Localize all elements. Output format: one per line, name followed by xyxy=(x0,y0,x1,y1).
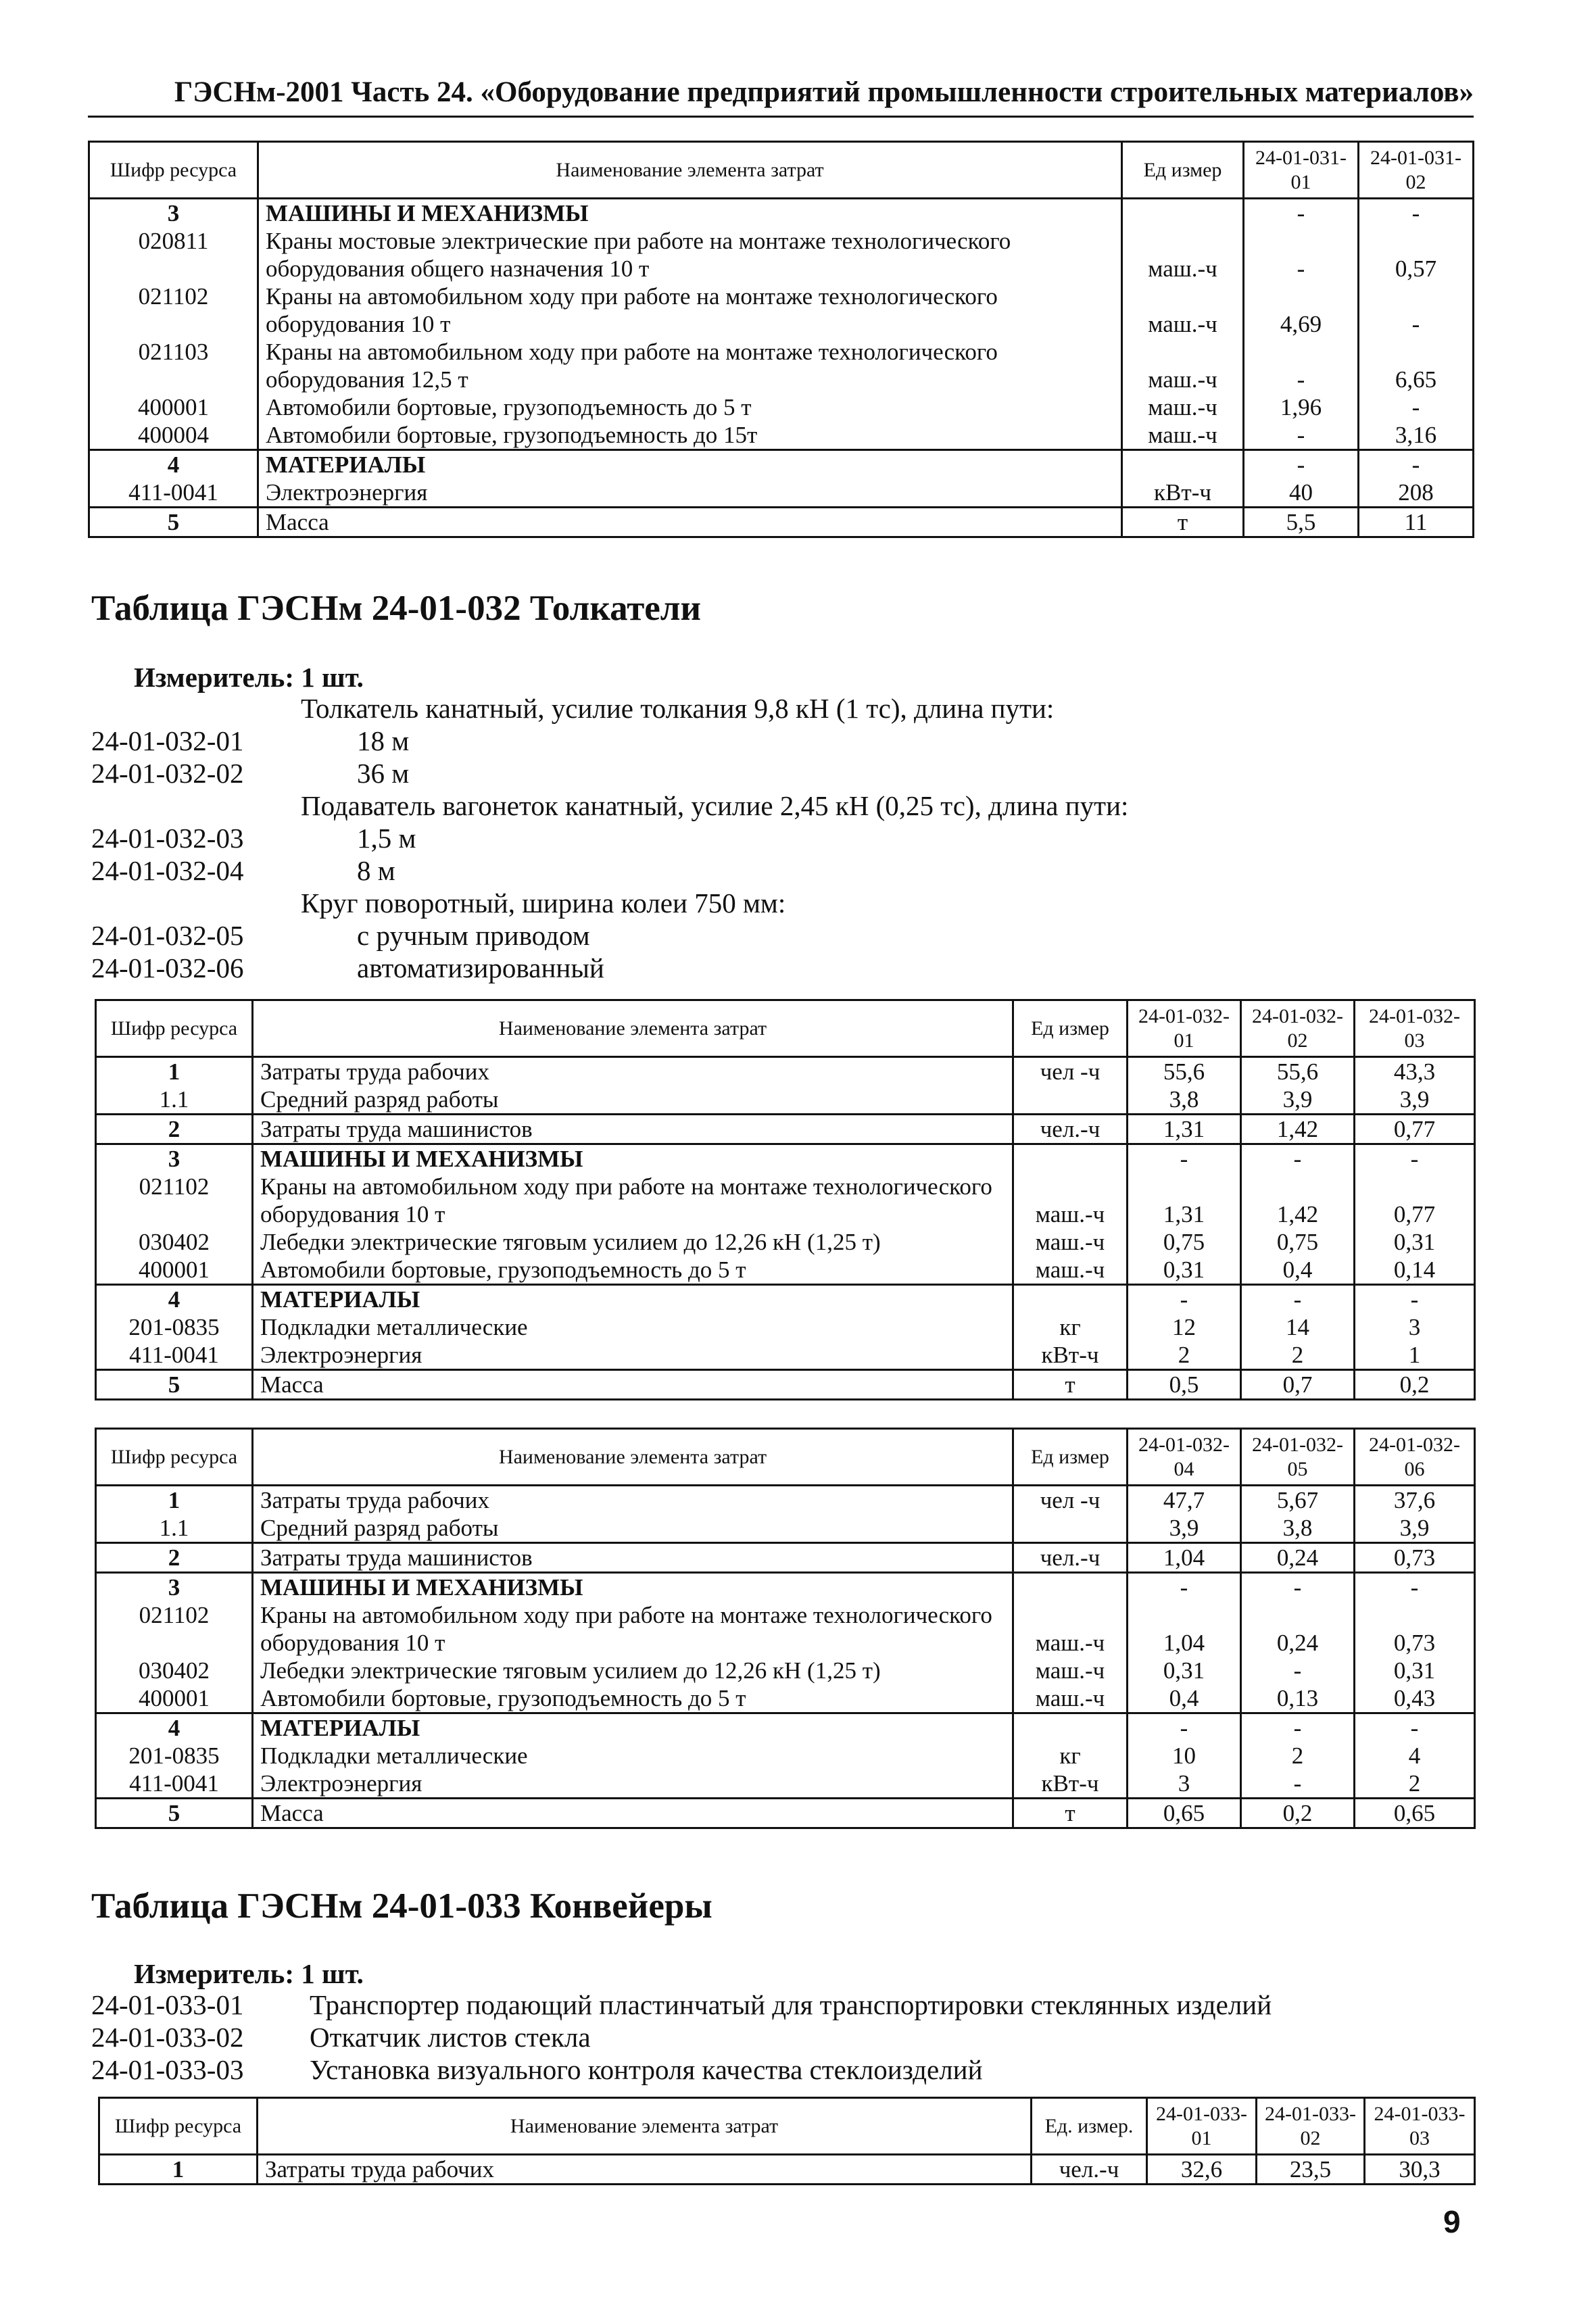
resource-code: 1 xyxy=(96,1486,253,1515)
norm-value: 0,14 xyxy=(1355,1256,1475,1285)
table-row xyxy=(96,1256,1475,1285)
norm-group-description: Круг поворотный, ширина колеи 750 мм: xyxy=(301,887,786,919)
norm-description: Откатчик листов стекла xyxy=(310,2022,591,2053)
resource-code: 1.1 xyxy=(96,1514,253,1543)
col-header-unit: Ед измер xyxy=(1013,1000,1128,1057)
resource-name: Затраты труда рабочих xyxy=(253,1057,1013,1086)
norm-value: 0,75 xyxy=(1128,1228,1241,1256)
resource-name: Автомобили бортовые, грузоподъемность до 15т xyxy=(258,421,1122,450)
resource-name: Автомобили бортовые, грузоподъемность до 5 т xyxy=(253,1256,1013,1285)
col-header-unit: Ед. измер. xyxy=(1032,2098,1147,2155)
table-row xyxy=(96,1514,1475,1543)
resource-name: Средний разряд работы xyxy=(253,1086,1013,1115)
norm-value: 0,2 xyxy=(1241,1799,1355,1828)
norm-value: 0,24 xyxy=(1241,1601,1355,1657)
resource-unit xyxy=(1013,1713,1128,1743)
norm-value: 2 xyxy=(1355,1770,1475,1799)
norm-value: 23,5 xyxy=(1257,2155,1365,2185)
norm-description: Транспортер подающий пластинчатый для транспортировки стеклянных изделий xyxy=(310,1989,1272,2020)
col-header-unit: Ед измер xyxy=(1013,1429,1128,1486)
resource-unit: маш.-ч xyxy=(1122,393,1244,421)
table-row xyxy=(96,1057,1475,1086)
resource-code: 5 xyxy=(96,1370,253,1400)
resource-code: 021102 xyxy=(96,1601,253,1657)
norm-value: - xyxy=(1244,199,1359,228)
norm-value: 43,3 xyxy=(1355,1057,1475,1086)
table-row xyxy=(89,393,1474,421)
resource-name: Автомобили бортовые, грузоподъемность до 5 т xyxy=(258,393,1122,421)
col-header-norm: 24-01-032-01 xyxy=(1128,1000,1241,1057)
resource-code: 021102 xyxy=(89,283,258,338)
table-row xyxy=(96,1713,1475,1743)
col-header-code: Шифр ресурса xyxy=(89,142,258,199)
norm-value: 3,9 xyxy=(1355,1086,1475,1115)
norm-value: 0,43 xyxy=(1355,1684,1475,1713)
resource-unit: кВт-ч xyxy=(1122,479,1244,508)
resource-code: 3 xyxy=(96,1144,253,1173)
resource-name: Масса xyxy=(253,1799,1013,1828)
resource-unit: чел.-ч xyxy=(1013,1543,1128,1573)
resource-code: 030402 xyxy=(96,1228,253,1256)
resource-unit: т xyxy=(1013,1370,1128,1400)
norm-value: 55,6 xyxy=(1128,1057,1241,1086)
resource-name: Краны на автомобильном ходу при работе на монтаже технологического оборудования 10 т xyxy=(258,283,1122,338)
resource-code: 1.1 xyxy=(96,1086,253,1115)
norm-value: 0,57 xyxy=(1359,227,1474,283)
col-header-code: Шифр ресурса xyxy=(96,1429,253,1486)
norm-value: - xyxy=(1241,1573,1355,1602)
resource-unit xyxy=(1013,1144,1128,1173)
norm-value: 3,8 xyxy=(1241,1514,1355,1543)
resource-code: 021102 xyxy=(96,1173,253,1228)
norm-value: 0,31 xyxy=(1355,1657,1475,1684)
resource-unit: кг xyxy=(1013,1742,1128,1770)
resource-table-031 xyxy=(88,141,1474,538)
norm-value: 0,7 xyxy=(1241,1370,1355,1400)
norm-value: - xyxy=(1241,1770,1355,1799)
norm-value: 1,04 xyxy=(1128,1543,1241,1573)
norm-value: 1,42 xyxy=(1241,1173,1355,1228)
norm-code: 24-01-032-02 xyxy=(91,758,244,789)
norm-value: 3,9 xyxy=(1241,1086,1355,1115)
table-row xyxy=(99,2155,1475,2185)
norm-value: - xyxy=(1244,227,1359,283)
norm-value: - xyxy=(1355,1144,1475,1173)
norm-value: - xyxy=(1244,421,1359,450)
resource-unit xyxy=(1013,1086,1128,1115)
norm-value: 40 xyxy=(1244,479,1359,508)
norm-value: - xyxy=(1128,1285,1241,1314)
col-header-name: Наименование элемента затрат xyxy=(258,2098,1032,2155)
norm-description: автоматизированный xyxy=(357,952,604,983)
col-header-name: Наименование элемента затрат xyxy=(258,142,1122,199)
table-row xyxy=(96,1573,1475,1602)
norm-value: 1,04 xyxy=(1128,1601,1241,1657)
norm-value: 0,75 xyxy=(1241,1228,1355,1256)
table-row xyxy=(96,1370,1475,1400)
resource-code: 3 xyxy=(89,199,258,228)
norm-value: 0,4 xyxy=(1241,1256,1355,1285)
table-row xyxy=(96,1285,1475,1314)
norm-value: 0,31 xyxy=(1355,1228,1475,1256)
measure-value: 1 шт. xyxy=(301,1958,364,1989)
section-title-032: Таблица ГЭСНм 24-01-032 Толкатели xyxy=(91,589,702,628)
norm-description: 1,5 м xyxy=(357,823,416,854)
table-row xyxy=(96,1799,1475,1828)
norm-value: 0,13 xyxy=(1241,1684,1355,1713)
norm-value: 6,65 xyxy=(1359,338,1474,393)
norm-value: 1,31 xyxy=(1128,1173,1241,1228)
norm-value: - xyxy=(1355,1713,1475,1743)
norm-value: 2 xyxy=(1241,1742,1355,1770)
table-row xyxy=(89,421,1474,450)
resource-unit: чел -ч xyxy=(1013,1486,1128,1515)
col-header-code: Шифр ресурса xyxy=(99,2098,258,2155)
norm-value: 5,5 xyxy=(1244,508,1359,537)
resource-name: Затраты труда рабочих xyxy=(253,1486,1013,1515)
resource-code: 201-0835 xyxy=(96,1742,253,1770)
col-header-norm: 24-01-031-01 xyxy=(1244,142,1359,199)
resource-code: 1 xyxy=(96,1057,253,1086)
norm-value: 0,5 xyxy=(1128,1370,1241,1400)
norm-code: 24-01-033-03 xyxy=(91,2054,244,2085)
resource-unit: маш.-ч xyxy=(1013,1256,1128,1285)
table-row xyxy=(96,1228,1475,1256)
norm-value: 0,24 xyxy=(1241,1543,1355,1573)
norm-value: 0,4 xyxy=(1128,1684,1241,1713)
table-row xyxy=(89,283,1474,338)
resource-name: Краны на автомобильном ходу при работе на монтаже технологического оборудования 12,5 т xyxy=(258,338,1122,393)
resource-unit xyxy=(1013,1285,1128,1314)
resource-table-032-b xyxy=(95,1428,1476,1829)
norm-value: 2 xyxy=(1241,1341,1355,1370)
norm-value: - xyxy=(1241,1713,1355,1743)
table-row xyxy=(96,1601,1475,1657)
resource-code: 400001 xyxy=(96,1256,253,1285)
norm-value: 3,16 xyxy=(1359,421,1474,450)
measure-label: Измеритель: xyxy=(134,1958,295,1989)
measure-line-032 xyxy=(134,661,364,693)
norm-description: 8 м xyxy=(357,855,395,886)
norm-value: 4,69 xyxy=(1244,283,1359,338)
col-header-norm: 24-01-033-01 xyxy=(1147,2098,1257,2155)
norm-value: - xyxy=(1359,393,1474,421)
norm-code: 24-01-033-02 xyxy=(91,2022,244,2053)
resource-code: 400004 xyxy=(89,421,258,450)
norm-value: - xyxy=(1128,1713,1241,1743)
resource-code: 2 xyxy=(96,1115,253,1144)
norm-code: 24-01-033-01 xyxy=(91,1989,244,2020)
norm-value: 0,31 xyxy=(1128,1657,1241,1684)
resource-unit: кВт-ч xyxy=(1013,1770,1128,1799)
norm-value: - xyxy=(1241,1144,1355,1173)
norm-value: 1,42 xyxy=(1241,1115,1355,1144)
resource-code: 021103 xyxy=(89,338,258,393)
norm-value: 12 xyxy=(1128,1313,1241,1341)
resource-code: 201-0835 xyxy=(96,1313,253,1341)
table-row xyxy=(96,1115,1475,1144)
resource-code: 5 xyxy=(89,508,258,537)
norm-group-description: Толкатель канатный, усилие толкания 9,8 кН (1 тс), длина пути: xyxy=(301,693,1055,724)
resource-code: 020811 xyxy=(89,227,258,283)
resource-unit: маш.-ч xyxy=(1013,1601,1128,1657)
col-header-code: Шифр ресурса xyxy=(96,1000,253,1057)
resource-name: Затраты труда рабочих xyxy=(258,2155,1032,2185)
norm-value: - xyxy=(1359,283,1474,338)
norm-group-description: Подаватель вагонеток канатный, усилие 2,45 кН (0,25 тс), длина пути: xyxy=(301,790,1129,821)
norm-description: с ручным приводом xyxy=(357,920,590,951)
col-header-norm: 24-01-031-02 xyxy=(1359,142,1474,199)
resource-unit xyxy=(1122,199,1244,228)
norm-code: 24-01-032-01 xyxy=(91,725,244,756)
norm-value: 10 xyxy=(1128,1742,1241,1770)
resource-name: МАШИНЫ И МЕХАНИЗМЫ xyxy=(253,1573,1013,1602)
table-row xyxy=(89,227,1474,283)
norm-value: 3 xyxy=(1128,1770,1241,1799)
norm-value: - xyxy=(1241,1657,1355,1684)
norm-description: 36 м xyxy=(357,758,410,789)
norm-value: 1,96 xyxy=(1244,393,1359,421)
resource-code: 3 xyxy=(96,1573,253,1602)
resource-name: Затраты труда машинистов xyxy=(253,1115,1013,1144)
resource-code: 411-0041 xyxy=(96,1770,253,1799)
resource-unit: чел.-ч xyxy=(1032,2155,1147,2185)
resource-code: 4 xyxy=(96,1285,253,1314)
measure-value: 1 шт. xyxy=(301,662,364,693)
resource-name: Подкладки металлические xyxy=(253,1742,1013,1770)
norm-value: 0,73 xyxy=(1355,1543,1475,1573)
resource-unit: т xyxy=(1122,508,1244,537)
resource-unit: маш.-ч xyxy=(1013,1173,1128,1228)
resource-name: МАТЕРИАЛЫ xyxy=(253,1713,1013,1743)
resource-unit: маш.-ч xyxy=(1013,1684,1128,1713)
col-header-norm: 24-01-032-05 xyxy=(1241,1429,1355,1486)
norm-value: 0,2 xyxy=(1355,1370,1475,1400)
norm-value: 3,8 xyxy=(1128,1086,1241,1115)
measure-line-033 xyxy=(134,1957,364,1990)
resource-unit: чел -ч xyxy=(1013,1057,1128,1086)
resource-name: Автомобили бортовые, грузоподъемность до 5 т xyxy=(253,1684,1013,1713)
norm-value: 0,31 xyxy=(1128,1256,1241,1285)
table-row xyxy=(89,338,1474,393)
resource-unit: маш.-ч xyxy=(1122,421,1244,450)
resource-name: МАШИНЫ И МЕХАНИЗМЫ xyxy=(258,199,1122,228)
col-header-unit: Ед измер xyxy=(1122,142,1244,199)
norm-value: 1 xyxy=(1355,1341,1475,1370)
table-row xyxy=(96,1770,1475,1799)
table-row xyxy=(96,1742,1475,1770)
resource-unit: маш.-ч xyxy=(1122,338,1244,393)
norm-code: 24-01-032-03 xyxy=(91,823,244,854)
norm-value: - xyxy=(1241,1285,1355,1314)
col-header-name: Наименование элемента затрат xyxy=(253,1429,1013,1486)
norm-description: 18 м xyxy=(357,725,410,756)
resource-code: 411-0041 xyxy=(96,1341,253,1370)
resource-code: 5 xyxy=(96,1799,253,1828)
norm-value: 0,65 xyxy=(1355,1799,1475,1828)
resource-name: МАШИНЫ И МЕХАНИЗМЫ xyxy=(253,1144,1013,1173)
table-row xyxy=(89,508,1474,537)
table-row xyxy=(96,1657,1475,1684)
resource-unit xyxy=(1013,1514,1128,1543)
norm-value: - xyxy=(1128,1573,1241,1602)
resource-code: 4 xyxy=(96,1713,253,1743)
resource-unit xyxy=(1122,450,1244,479)
norm-value: 2 xyxy=(1128,1341,1241,1370)
norm-value: 3 xyxy=(1355,1313,1475,1341)
resource-unit: кВт-ч xyxy=(1013,1341,1128,1370)
norm-description: Установка визуального контроля качества стеклоизделий xyxy=(310,2054,983,2085)
norm-value: 208 xyxy=(1359,479,1474,508)
norm-value: 0,77 xyxy=(1355,1115,1475,1144)
resource-unit: чел.-ч xyxy=(1013,1115,1128,1144)
norm-value: 0,77 xyxy=(1355,1173,1475,1228)
resource-name: Электроэнергия xyxy=(253,1770,1013,1799)
resource-name: Масса xyxy=(258,508,1122,537)
resource-name: Электроэнергия xyxy=(258,479,1122,508)
resource-code: 2 xyxy=(96,1543,253,1573)
table-row xyxy=(89,450,1474,479)
norm-value: 0,73 xyxy=(1355,1601,1475,1657)
norm-value: - xyxy=(1359,450,1474,479)
resource-name: Лебедки электрические тяговым усилием до 12,26 кН (1,25 т) xyxy=(253,1228,1013,1256)
table-row xyxy=(96,1543,1475,1573)
col-header-norm: 24-01-032-06 xyxy=(1355,1429,1475,1486)
resource-name: Электроэнергия xyxy=(253,1341,1013,1370)
norm-value: 0,65 xyxy=(1128,1799,1241,1828)
resource-code: 1 xyxy=(99,2155,258,2185)
table-row xyxy=(89,199,1474,228)
col-header-norm: 24-01-032-04 xyxy=(1128,1429,1241,1486)
table-row xyxy=(89,479,1474,508)
resource-name: Краны на автомобильном ходу при работе на монтаже технологического оборудования 10 т xyxy=(253,1601,1013,1657)
resource-table-032-a xyxy=(95,999,1476,1400)
resource-name: Краны на автомобильном ходу при работе на монтаже технологического оборудования 10 т xyxy=(253,1173,1013,1228)
norm-value: 11 xyxy=(1359,508,1474,537)
norm-value: - xyxy=(1355,1285,1475,1314)
norm-value: 3,9 xyxy=(1355,1514,1475,1543)
resource-name: Средний разряд работы xyxy=(253,1514,1013,1543)
resource-code: 400001 xyxy=(89,393,258,421)
table-row xyxy=(96,1313,1475,1341)
norm-value: 30,3 xyxy=(1365,2155,1475,2185)
norm-value: 37,6 xyxy=(1355,1486,1475,1515)
resource-code: 411-0041 xyxy=(89,479,258,508)
resource-unit: маш.-ч xyxy=(1122,283,1244,338)
resource-name: Подкладки металлические xyxy=(253,1313,1013,1341)
resource-code: 400001 xyxy=(96,1684,253,1713)
resource-unit xyxy=(1013,1573,1128,1602)
resource-unit: т xyxy=(1013,1799,1128,1828)
norm-value: 5,67 xyxy=(1241,1486,1355,1515)
resource-name: Масса xyxy=(253,1370,1013,1400)
resource-name: МАТЕРИАЛЫ xyxy=(258,450,1122,479)
resource-name: Лебедки электрические тяговым усилием до 12,26 кН (1,25 т) xyxy=(253,1657,1013,1684)
norm-value: - xyxy=(1244,450,1359,479)
resource-unit: маш.-ч xyxy=(1013,1228,1128,1256)
col-header-name: Наименование элемента затрат xyxy=(253,1000,1013,1057)
norm-value: - xyxy=(1128,1144,1241,1173)
col-header-norm: 24-01-033-03 xyxy=(1365,2098,1475,2155)
norm-value: 14 xyxy=(1241,1313,1355,1341)
table-row xyxy=(96,1341,1475,1370)
resource-unit: кг xyxy=(1013,1313,1128,1341)
resource-code: 030402 xyxy=(96,1657,253,1684)
norm-value: 32,6 xyxy=(1147,2155,1257,2185)
norm-value: 1,31 xyxy=(1128,1115,1241,1144)
resource-name: МАТЕРИАЛЫ xyxy=(253,1285,1013,1314)
norm-value: 47,7 xyxy=(1128,1486,1241,1515)
col-header-norm: 24-01-032-03 xyxy=(1355,1000,1475,1057)
norm-value: - xyxy=(1355,1573,1475,1602)
measure-label: Измеритель: xyxy=(134,662,295,693)
norm-value: - xyxy=(1359,199,1474,228)
norm-value: - xyxy=(1244,338,1359,393)
page-number: 9 xyxy=(1443,2204,1461,2239)
table-row xyxy=(96,1144,1475,1173)
table-row xyxy=(96,1684,1475,1713)
col-header-norm: 24-01-032-02 xyxy=(1241,1000,1355,1057)
norm-code: 24-01-032-06 xyxy=(91,952,244,983)
resource-name: Краны мостовые электрические при работе на монтаже технологического оборудования общего назначения 10 т xyxy=(258,227,1122,283)
table-row xyxy=(96,1173,1475,1228)
norm-value: 4 xyxy=(1355,1742,1475,1770)
resource-unit: маш.-ч xyxy=(1013,1657,1128,1684)
table-row xyxy=(96,1086,1475,1115)
section-title-033: Таблица ГЭСНм 24-01-033 Конвейеры xyxy=(91,1886,712,1926)
table-row xyxy=(96,1486,1475,1515)
page-header: ГЭСНм-2001 Часть 24. «Оборудование предприятий промышленности строительных материалов» xyxy=(88,76,1474,118)
norm-value: 3,9 xyxy=(1128,1514,1241,1543)
norm-value: 55,6 xyxy=(1241,1057,1355,1086)
col-header-norm: 24-01-033-02 xyxy=(1257,2098,1365,2155)
resource-unit: маш.-ч xyxy=(1122,227,1244,283)
norm-code: 24-01-032-04 xyxy=(91,855,244,886)
resource-code: 4 xyxy=(89,450,258,479)
resource-table-033 xyxy=(98,2097,1476,2185)
resource-name: Затраты труда машинистов xyxy=(253,1543,1013,1573)
norm-code: 24-01-032-05 xyxy=(91,920,244,951)
